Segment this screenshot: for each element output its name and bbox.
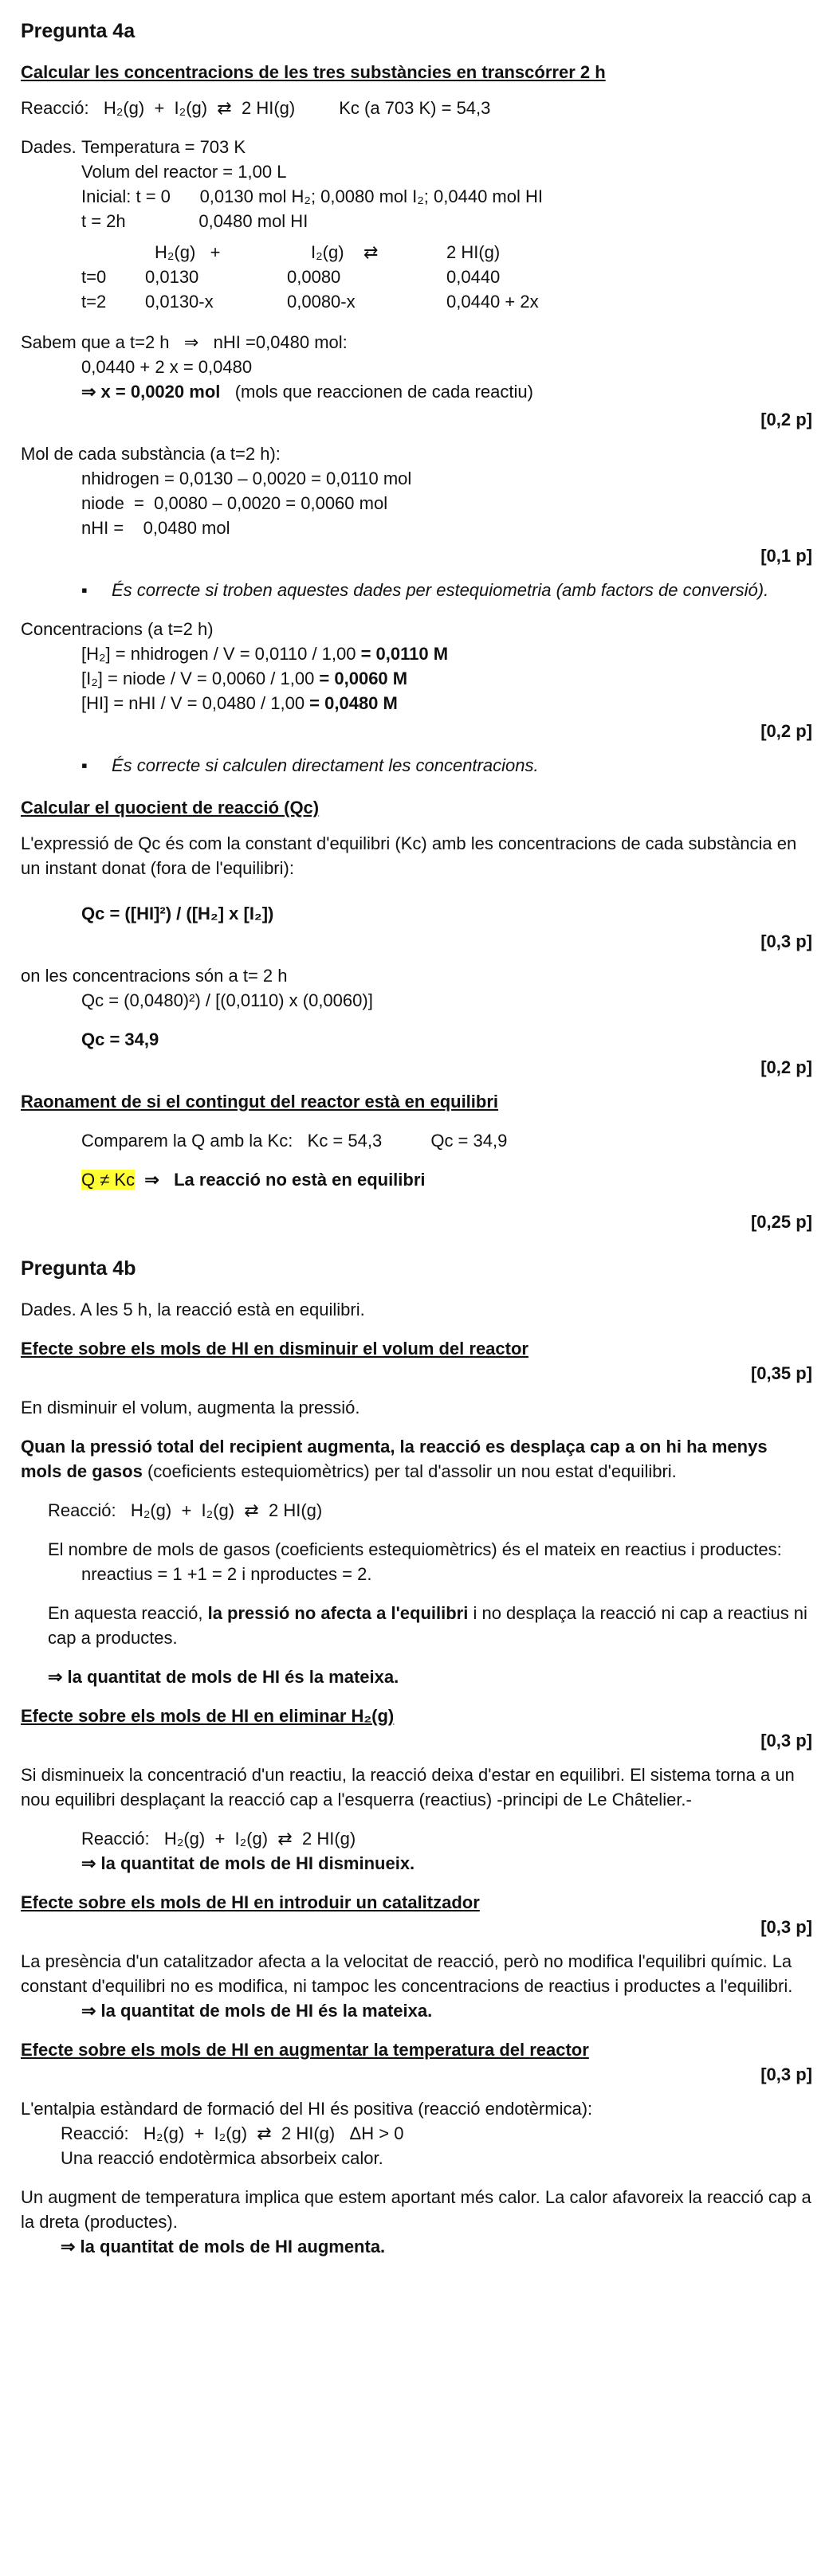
- concentration-line: [21, 641, 812, 666]
- score-label: [0,25 p]: [750, 1212, 812, 1232]
- table-row: [81, 289, 539, 314]
- section-heading-concentrations: Calcular les concentracions de les tres substàncies en transcórrer 2 h: [21, 62, 606, 82]
- paragraph-text: i no desplaça la reacció ni cap a reactius ni cap a productes.: [48, 1603, 807, 1648]
- paragraph: Un augment de temperatura implica que estem aportant més calor. La calor afavoreix la reacció cap a la dreta (productes).: [21, 2187, 811, 2232]
- conclusion-text: ⇒ La reacció no està en equilibri: [135, 1170, 426, 1190]
- table-cell: I₂(g) ⇄: [311, 242, 379, 262]
- paragraph: El nombre de mols de gasos (coeficients estequiomètrics) és el mateix en reactius i productes:: [48, 1539, 782, 1559]
- table-cell: 0,0130: [145, 267, 199, 287]
- paragraph: La presència d'un catalitzador afecta a la velocitat de reacció, però no modifica l'equilibri químic. La constant d'equilibri no es modifica, ni tampoc les concentracions de reactius i productes a l'equilibri.: [21, 1951, 793, 1996]
- section-heading-volume: Efecte sobre els mols de HI en disminuir el volum del reactor: [21, 1339, 528, 1359]
- conclusion-line: ⇒ la quantitat de mols de HI és la mateixa.: [81, 2001, 433, 2021]
- data-line: t = 2h 0,0480 mol HI: [81, 211, 308, 231]
- concentration-value: = 0,0110 M: [360, 644, 449, 664]
- result-line: [21, 379, 812, 404]
- note-text: És correcte si calculen directament les concentracions.: [112, 755, 539, 775]
- concentration-value: = 0,0480 M: [309, 693, 398, 713]
- equation-line: 0,0440 + 2 x = 0,0480: [81, 357, 253, 377]
- table-cell: 0,0080: [287, 267, 341, 287]
- section-heading-equilibrium: Raonament de si el contingut del reactor està en equilibri: [21, 1092, 499, 1112]
- score-label: [0,1 p]: [760, 546, 812, 566]
- moles-line: nhidrogen = 0,0130 – 0,0020 = 0,0110 mol: [81, 469, 412, 488]
- table-row: [81, 265, 539, 289]
- quotient-substitution: Qc = (0,0480)²) / [(0,0110) x (0,0060)]: [81, 990, 373, 1010]
- section-heading-catalyst: Efecte sobre els mols de HI en introduir un catalitzador: [21, 1892, 480, 1912]
- table-cell: 0,0440: [446, 267, 501, 287]
- table-header-row: [81, 240, 539, 265]
- reaction-line: Reacció: H₂(g) + I₂(g) ⇄ 2 HI(g) ΔH > 0: [61, 2123, 404, 2143]
- quotient-context: on les concentracions són a t= 2 h: [21, 966, 288, 986]
- highlight-inequality: Q ≠ Kc: [81, 1170, 136, 1190]
- concentration-line: [21, 666, 812, 691]
- moles-heading: Mol de cada substància (a t=2 h):: [21, 444, 281, 464]
- reaction-line: Reacció: H₂(g) + I₂(g) ⇄ 2 HI(g) Kc (a 703 K) = 54,3: [21, 98, 491, 118]
- table-cell: 0,0080-x: [287, 292, 356, 312]
- paragraph: En disminuir el volum, augmenta la pressió.: [21, 1398, 360, 1417]
- note-text: És correcte si troben aquestes dades per estequiometria (amb factors de conversió).: [112, 580, 769, 600]
- paragraph-text: (coeficients estequiomètrics) per tal d'assolir un nou estat d'equilibri.: [142, 1461, 677, 1481]
- table-cell: 0,0130-x: [145, 292, 214, 312]
- table-cell: 2 HI(g): [446, 242, 501, 262]
- paragraph: [21, 1434, 812, 1484]
- score-label: [0,2 p]: [760, 410, 812, 429]
- result-note: (mols que reaccionen de cada reactiu): [220, 382, 533, 402]
- score-label: [0,2 p]: [760, 721, 812, 741]
- table-cell: [81, 240, 145, 265]
- score-label: [0,3 p]: [760, 1731, 812, 1751]
- score-label: [0,3 p]: [760, 931, 812, 951]
- conclusion-line: ⇒ la quantitat de mols de HI és la mateixa.: [48, 1667, 399, 1687]
- score-label: [0,2 p]: [760, 1057, 812, 1077]
- data-block: [21, 135, 812, 233]
- conclusion-line: ⇒ la quantitat de mols de HI augmenta.: [61, 2237, 386, 2256]
- quotient-intro: L'expressió de Qc és com la constant d'equilibri (Kc) amb les concentracions de cada substància en un instant donat (fora de l'equilibri):: [21, 833, 797, 878]
- concentrations-heading: Concentracions (a t=2 h): [21, 619, 214, 639]
- bullet-icon: ▪: [81, 580, 88, 600]
- given-statement: Sabem que a t=2 h ⇒ nHI =0,0480 mol:: [21, 332, 348, 352]
- bullet-icon: ▪: [81, 755, 88, 775]
- reaction-line: Reacció: H₂(g) + I₂(g) ⇄ 2 HI(g): [81, 1829, 356, 1849]
- comparison-line: Comparem la Q amb la Kc: Kc = 54,3 Qc = 34,9: [81, 1131, 508, 1151]
- paragraph: L'entalpia estàndard de formació del HI és positiva (reacció endotèrmica):: [21, 2099, 593, 2119]
- concentration-expr: [H₂] = nhidrogen / V = 0,0110 / 1,00: [81, 644, 361, 664]
- result-value: ⇒ x = 0,0020 mol: [81, 382, 221, 402]
- table-cell: 0,0440 + 2x: [446, 292, 539, 312]
- score-label: [0,35 p]: [750, 1363, 812, 1383]
- data-line: Temperatura = 703 K: [81, 137, 246, 157]
- paragraph: Si disminueix la concentració d'un reactiu, la reacció deixa d'estar en equilibri. El sistema torna a un nou equilibri desplaçant la reacció cap a l'esquerra (reactius) -principi de Le Châtelier.-: [21, 1765, 795, 1809]
- data-line: Inicial: t = 0 0,0130 mol H₂; 0,0080 mol I₂; 0,0440 mol HI: [81, 186, 543, 206]
- reaction-table: [81, 240, 539, 314]
- score-label: [0,3 p]: [760, 2064, 812, 2084]
- moles-line: nHI = 0,0480 mol: [81, 518, 230, 538]
- concentration-expr: [HI] = nHI / V = 0,0480 / 1,00: [81, 693, 310, 713]
- concentration-line: [21, 691, 812, 716]
- score-label: [0,3 p]: [760, 1917, 812, 1937]
- note-bullet: [21, 753, 812, 778]
- moles-line: niode = 0,0080 – 0,0020 = 0,0060 mol: [81, 493, 388, 513]
- section-heading-quotient: Calcular el quocient de reacció (Qc): [21, 798, 320, 817]
- moles-count-line: nreactius = 1 +1 = 2 i nproductes = 2.: [81, 1564, 372, 1584]
- paragraph: Una reacció endotèrmica absorbeix calor.: [61, 2148, 383, 2168]
- data-label: Dades.: [21, 137, 77, 157]
- section-heading-remove-h2: Efecte sobre els mols de HI en eliminar H₂(g): [21, 1706, 395, 1726]
- data-statement: Dades. A les 5 h, la reacció està en equilibri.: [21, 1300, 365, 1319]
- conclusion-line: [21, 1167, 812, 1192]
- emphasis-text: la pressió no afecta a l'equilibri: [207, 1603, 469, 1623]
- paragraph-text: En aquesta reacció,: [48, 1603, 208, 1623]
- emphasis-text: Quan la pressió total del recipient augmenta, la reacció es desplaça cap a on hi ha menys mols de gasos: [21, 1437, 768, 1481]
- table-cell: t=2: [81, 292, 107, 312]
- section-heading-temperature: Efecte sobre els mols de HI en augmentar la temperatura del reactor: [21, 2040, 589, 2060]
- conclusion-line: ⇒ la quantitat de mols de HI disminueix.: [81, 1853, 415, 1873]
- paragraph: [21, 1601, 812, 1650]
- table-cell: H₂(g) +: [155, 242, 221, 262]
- concentration-expr: [I₂] = niode / V = 0,0060 / 1,00: [81, 669, 320, 688]
- question-4a-title: Pregunta 4a: [21, 20, 136, 42]
- data-line: Volum del reactor = 1,00 L: [81, 162, 287, 182]
- quotient-formula: Qc = ([HI]²) / ([H₂] x [I₂]): [81, 904, 274, 923]
- reaction-line: Reacció: H₂(g) + I₂(g) ⇄ 2 HI(g): [48, 1500, 323, 1520]
- question-4b-title: Pregunta 4b: [21, 1257, 136, 1280]
- table-cell: t=0: [81, 267, 107, 287]
- note-bullet: [21, 578, 812, 602]
- quotient-result: Qc = 34,9: [81, 1029, 159, 1049]
- concentration-value: = 0,0060 M: [319, 669, 408, 688]
